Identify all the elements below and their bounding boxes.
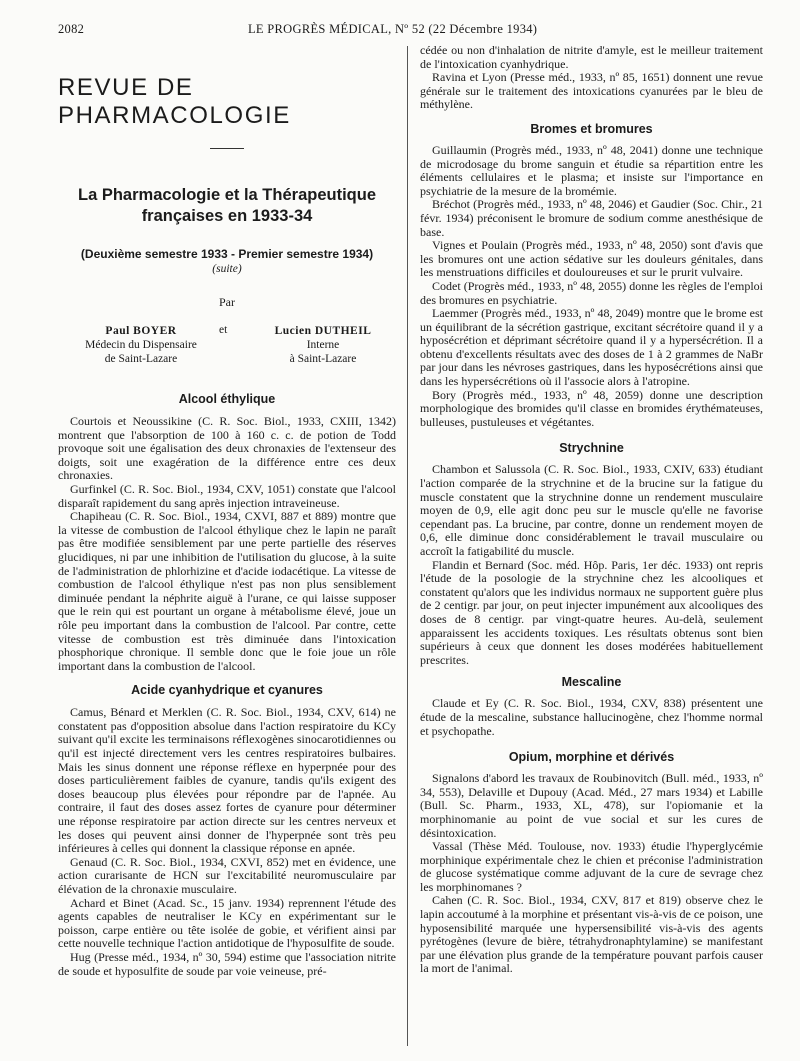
author-boyer <box>76 324 206 366</box>
running-title: LE PROGRÈS MÉDICAL, Nº 52 (22 Décembre 1934) <box>248 22 538 36</box>
paragraph: Genaud (C. R. Soc. Biol., 1934, CXVI, 852) met en évidence, une action curarisante de HCN sur l'excitabilité neuromusculaire par élévation de la chronaxie musculaire. <box>58 854 396 896</box>
paragraph: Ravina et Lyon (Presse méd., 1933, nº 85, 1651) donnent une revue générale sur le traitement des intoxications cyanurées par le bleu de méthylène. <box>420 70 763 112</box>
paragraph: Signalons d'abord les travaux de Roubinovitch (Bull. méd., 1933, nº 34, 553), Delaville et Dupouy (Acad. Méd., 27 mars 1934) et Labille (Bull. Sc. Pharm., 1933, XL, 478), sur l'opiomanie et la morphinomanie au point de vue social et sur les cures de désintoxication. <box>420 771 763 840</box>
article-title-line-1: La Pharmacologie et la Thérapeutique <box>78 186 376 204</box>
running-header <box>58 22 758 40</box>
author-role: de Saint-Lazare <box>104 353 178 365</box>
paragraph: Chapiheau (C. R. Soc. Biol., 1934, CXVI, 887 et 889) montre que la vitesse de combustion de l'alcool éthylique chez le lapin ne paraît pas être modifiée sensiblement par une perte partielle des réserves glucidiques, ni par une inhibition de l'utilisation du glucose, à la suite de l'administration de phlorhizine et d'acide iodacétique. La vitesse de combustion de l'alcool éthylique n'est pas non plus sensiblement diminuée pendant la néphrite aiguë à l'urane, ce qui laisse supposer que le rein qui est pourtant un organe à métabolisme élevé, joue un rôle peu important dans la combustion de l'alcool. Par contre, cette vitesse de combustion est très diminuée dans l'intoxication phosphorique chronique. Il semble donc que le foie joue un rôle important dans la combustion de l'alcool. <box>58 509 396 673</box>
paragraph: Guillaumin (Progrès méd., 1933, nº 48, 2041) donne une technique de microdosage du brome sanguin et étudie sa répartition entre les éléments cellulaires et le plasma; et insiste sur l'importance en psychiatrie de la mesure de la bromémie. <box>420 142 763 198</box>
left-column <box>58 52 396 978</box>
paragraph: Achard et Binet (Acad. Sc., 15 janv. 1934) reprennent l'étude des agents capables de neutraliser le KCy en expérimentant sur le poisson, carpe entière ou tête isolée de gobie, et vérifient ainsi par cette nouvelle technique l'action antidotique de l'hyposulfite de soude. <box>58 895 396 951</box>
section-title-bromes: Bromes et bromures <box>530 121 653 136</box>
paragraph: Codet (Progrès méd., 1933, nº 48, 2055) donne les règles de l'emploi des bromures en psychiatrie. <box>420 278 763 307</box>
paragraph: Claude et Ey (C. R. Soc. Biol., 1934, CXV, 838) présentent une étude de la mescaline, substance hallucinogène, chez l'homme normal et psychopathe. <box>420 696 763 738</box>
paragraph: Laemmer (Progrès méd., 1933, nº 48, 2049) montre que le brome est un équilibrant de la sécrétion gastrique, excitant sécrétoire quand il y a hyposécrétion et déprimant sécrétoire quand il y a hypersécrétion. Il a obtenu d'excellents résultats avec des doses de 1 à 2 grammes de NaBr par jour dans les névroses gastriques, dans les hyposécrétions ainsi que dans les hypersécrétions où il l'associe alors à l'atropine. <box>420 306 763 389</box>
by-label: Par <box>219 295 235 309</box>
paragraph: Flandin et Bernard (Soc. méd. Hôp. Paris, 1er déc. 1933) ont repris l'étude de la posologie de la strychnine chez les alcooliques et constatent qu'alors que les individus normaux ne supportent guère plus de 2 centigr. par jour, on peut injecter impunément aux alcooliques des doses de 8 centigr. par vingt-quatre heures. Au-delà, seulement apparaissent les accidents toxiques. Les résultats obtenus sont bien supérieurs à ceux que donnent les doses modérées habituellement prescrites. <box>420 557 763 667</box>
author-name: Paul BOYER <box>105 325 177 337</box>
continued-note: (suite) <box>212 263 242 275</box>
section-title-alcool: Alcool éthylique <box>178 392 276 406</box>
and-label: et <box>219 324 228 336</box>
author-dutheil <box>248 324 398 366</box>
paragraph: Cahen (C. R. Soc. Biol., 1934, CXV, 817 et 819) observe chez le lapin accoutumé à la morphine et présentant vis-à-vis de ce poison, une hyposensibilité marquée une hypersensibilité vis-à-vis des agents pyrétogènes (levure de bière, tétrahydronaphtylamine) se manifestant par une élévation plus grande de la température pouvant parfois causer la mort de l'animal. <box>420 893 763 976</box>
author-role: Interne <box>306 339 340 351</box>
section-title-cyanures: Acide cyanhydrique et cyanures <box>131 683 323 698</box>
paragraph: Hug (Presse méd., 1934, nº 30, 594) estime que l'association nitrite de soude et hyposulfite de soude par voie veineuse, pré- <box>58 949 396 978</box>
author-role: à Saint-Lazare <box>289 353 357 365</box>
column-divider <box>407 46 408 1046</box>
paragraph: Chambon et Salussola (C. R. Soc. Biol., 1933, CXIV, 633) étudiant l'action comparée de la strychnine et de la brucine sur la fatigue du muscle constatent que la strychnine donne un rendement musculaire moyen de 0,9, elle agit donc peu sur le muscle qu'elle ne favorise cependant pas. La brucine, par contre, donne un rendement moyen de 0,6, elle diminue donc considérablement le travail musculaire ou accroît la fatigabilité du muscle. <box>420 462 763 558</box>
paragraph: Gurfinkel (C. R. Soc. Biol., 1934, CXV, 1051) constate que l'alcool disparaît rapidement du sang après injection intraveineuse. <box>58 481 396 510</box>
section-title-mescaline: Mescaline <box>561 675 622 690</box>
paragraph: Courtois et Neoussikine (C. R. Soc. Biol., 1933, CXIII, 1342) montrent que l'absorption de 100 à 160 c. c. de potion de Todd provoque soit une égalisation des deux chronaxies de l'extenseur des doigts, soit une exagération de la différence entre ces deux chronaxies. <box>58 414 396 483</box>
article-title <box>58 185 396 227</box>
right-column <box>420 44 763 976</box>
authors <box>58 324 396 372</box>
page-number: 2082 <box>58 22 85 36</box>
paragraph: Vassal (Thèse Méd. Toulouse, nov. 1933) étudie l'hyperglycémie morphinique expérimentale chez le chien et préconise l'administration de glucose systématique comme adjuvant de la cure de sevrage chez les morphinomanes ? <box>420 839 763 894</box>
paragraph: Camus, Bénard et Merklen (C. R. Soc. Biol., 1934, CXV, 614) ne constatent pas d'opposition absolue dans l'action respiratoire du KCy suivant qu'il excite les terminaisons réflexogènes sinocarotidiennes ou qu'il est injecté directement vers les centres respiratoires bulbaires. Mais les sinus donnent une réponse réflexe en hyperpnée pour des doses particulièrement faibles de cyanure, tandis qu'ils exigent des doses beaucoup plus élevées pour répondre par de l'apnée. Au contraire, il faut des doses assez fortes de cyanure pour déterminer une réponse respiratoire par action directe sur les centres nerveux et les doses qui peuvent ainsi donner de l'hyperpnée sont très peu inférieures à celles qui donnent la classique réponse en apnée. <box>58 705 396 856</box>
author-role: Médecin du Dispensaire <box>85 339 197 351</box>
paragraph: Bréchot (Progrès méd., 1933, nº 48, 2046) et Gaudier (Soc. Chir., 21 févr. 1934) préconisent le bromure de sodium comme anesthésique de base. <box>420 197 763 239</box>
section-title-opium: Opium, morphine et dérivés <box>508 750 675 765</box>
paragraph-continued: cédée ou non d'inhalation de nitrite d'amyle, est le meilleur traitement de l'intoxication cyanhydrique. <box>420 43 763 71</box>
paragraph: Bory (Progrès méd., 1933, nº 48, 2059) donne une description morphologique des bromides qu'il classe en bromides érythémateuses, bulleuses, pustuleuses et végétantes. <box>420 387 763 429</box>
author-name: Lucien DUTHEIL <box>274 325 372 337</box>
article-title-line-2: françaises en 1933-34 <box>141 207 313 225</box>
title-rule <box>210 148 244 149</box>
paragraph: Vignes et Poulain (Progrès méd., 1933, nº 48, 2050) sont d'avis que les bromures ont une action sédative sur les douleurs génitales, dans les menstruations difficiles et douloureuses et sur le prurit vulvaire. <box>420 238 763 280</box>
journal-title: REVUE DE PHARMACOLOGIE <box>58 74 291 129</box>
section-title-strychnine: Strychnine <box>559 441 624 456</box>
article-subtitle: (Deuxième semestre 1933 - Premier semestre 1934) <box>80 247 374 261</box>
